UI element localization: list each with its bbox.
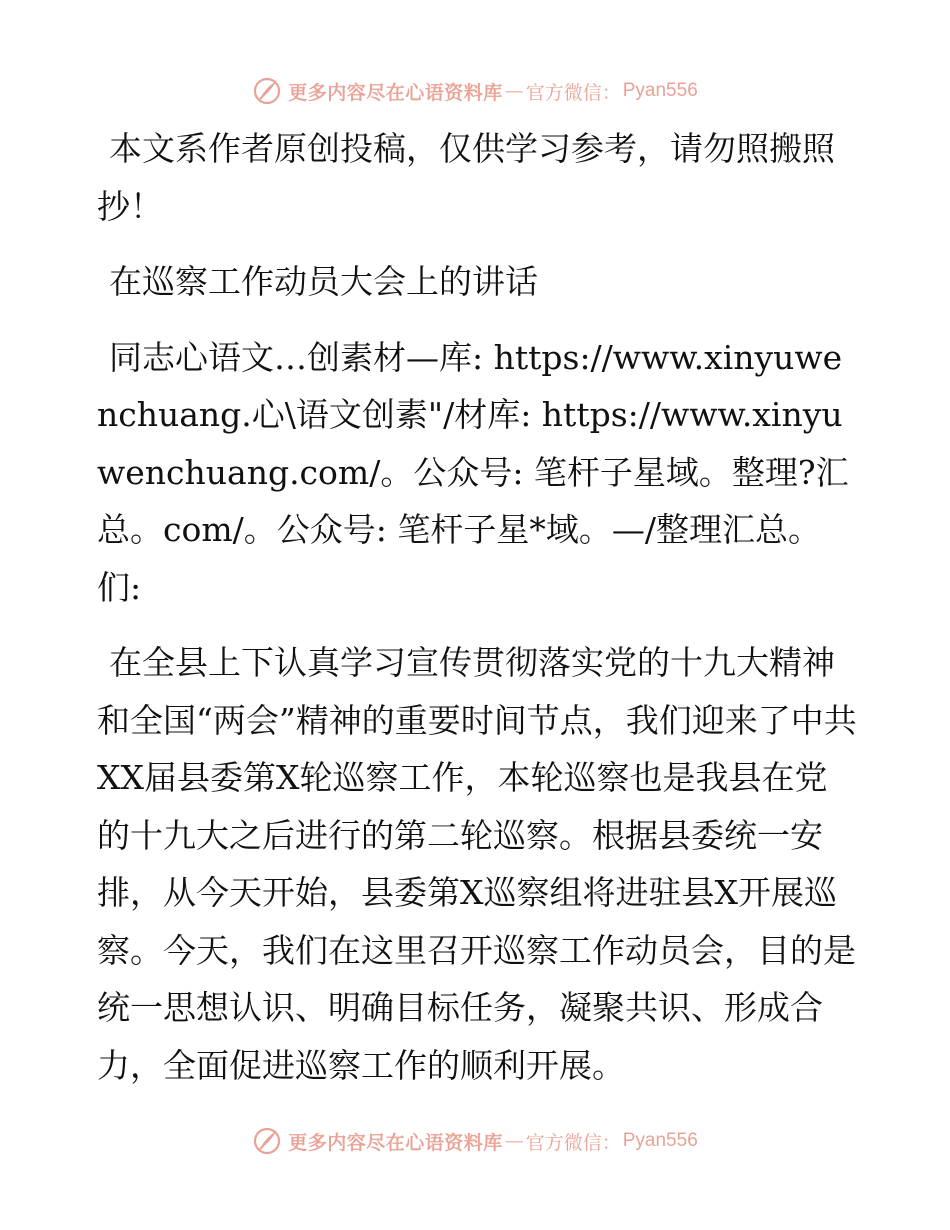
banner-brand-text: 更多内容尽在心语资料库 (288, 1131, 503, 1154)
body-paragraph: 在全县上下认真学习宣传贯彻落实党的十九大精神和全国“两会”精神的重要时间节点，我们迎来了中共XX届县委第X轮巡察工作，本轮巡察也是我县在党的十九大之后进行的第二轮巡察。根据县委统一安排，从今天开始，县委第X巡察组将进驻县X开展巡察。今天，我们在这里召开巡察工作动员会，目的是统一思想认识、明确目标任务，凝聚共识、形成合力，全面促进巡察工作的顺利开展。 (97, 643, 857, 1085)
header-banner (0, 71, 950, 111)
banner-wechat-label: 官方微信： (525, 81, 621, 104)
banner-separator: — (504, 1130, 524, 1152)
banner-separator: — (504, 80, 524, 102)
quill-pen-logo-icon (252, 76, 282, 106)
banner-wechat-label: 官方微信： (525, 1131, 621, 1154)
banner-brand-text: 更多内容尽在心语资料库 (288, 81, 503, 104)
document-title: 在巡察工作动员大会上的讲话 (109, 262, 538, 301)
banner-wechat-id: Pyan556 (622, 1130, 698, 1151)
copyright-notice: 本文系作者原创投稿，仅供学习参考，请勿照搬照抄！ (97, 129, 835, 226)
footer-banner (0, 1121, 950, 1161)
document-body (97, 120, 857, 1094)
quill-pen-logo-icon (252, 1126, 282, 1156)
salutation-paragraph: 同志心语文…创素材—库: https://www.xinyuwenchuang.心\语文创素"/材库: https://www.xinyuwenchuang.com/。公众号: 笔杆子星域。整理?汇总。com/。公众号: 笔杆子星*域。—/整理汇总。们: (97, 337, 849, 607)
banner-wechat-id: Pyan556 (622, 80, 698, 101)
